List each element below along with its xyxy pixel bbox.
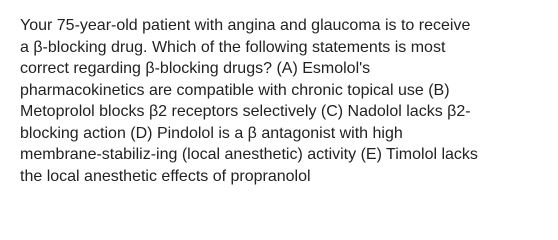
question-text xyxy=(20,15,550,187)
question-line: blocking action (D) Pindolol is a β antagonist with high xyxy=(20,124,403,142)
question-line: correct regarding β-blocking drugs? (A) Esmolol's xyxy=(20,60,371,77)
question-line: membrane-stabiliz-ing (local anesthetic) activity (E) Timolol lacks xyxy=(20,146,478,163)
question-line: Your 75-year-old patient with angina and glaucoma is to receive xyxy=(20,17,471,34)
question-line: a β-blocking drug. Which of the following statements is most xyxy=(20,38,446,56)
question-line: Metoprolol blocks β2 receptors selectively (C) Nadolol lacks β2- xyxy=(20,103,471,120)
question-line: pharmacokinetics are compatible with chronic topical use (B) xyxy=(20,81,450,99)
question-line: the local anesthetic effects of propranolol xyxy=(20,167,311,185)
